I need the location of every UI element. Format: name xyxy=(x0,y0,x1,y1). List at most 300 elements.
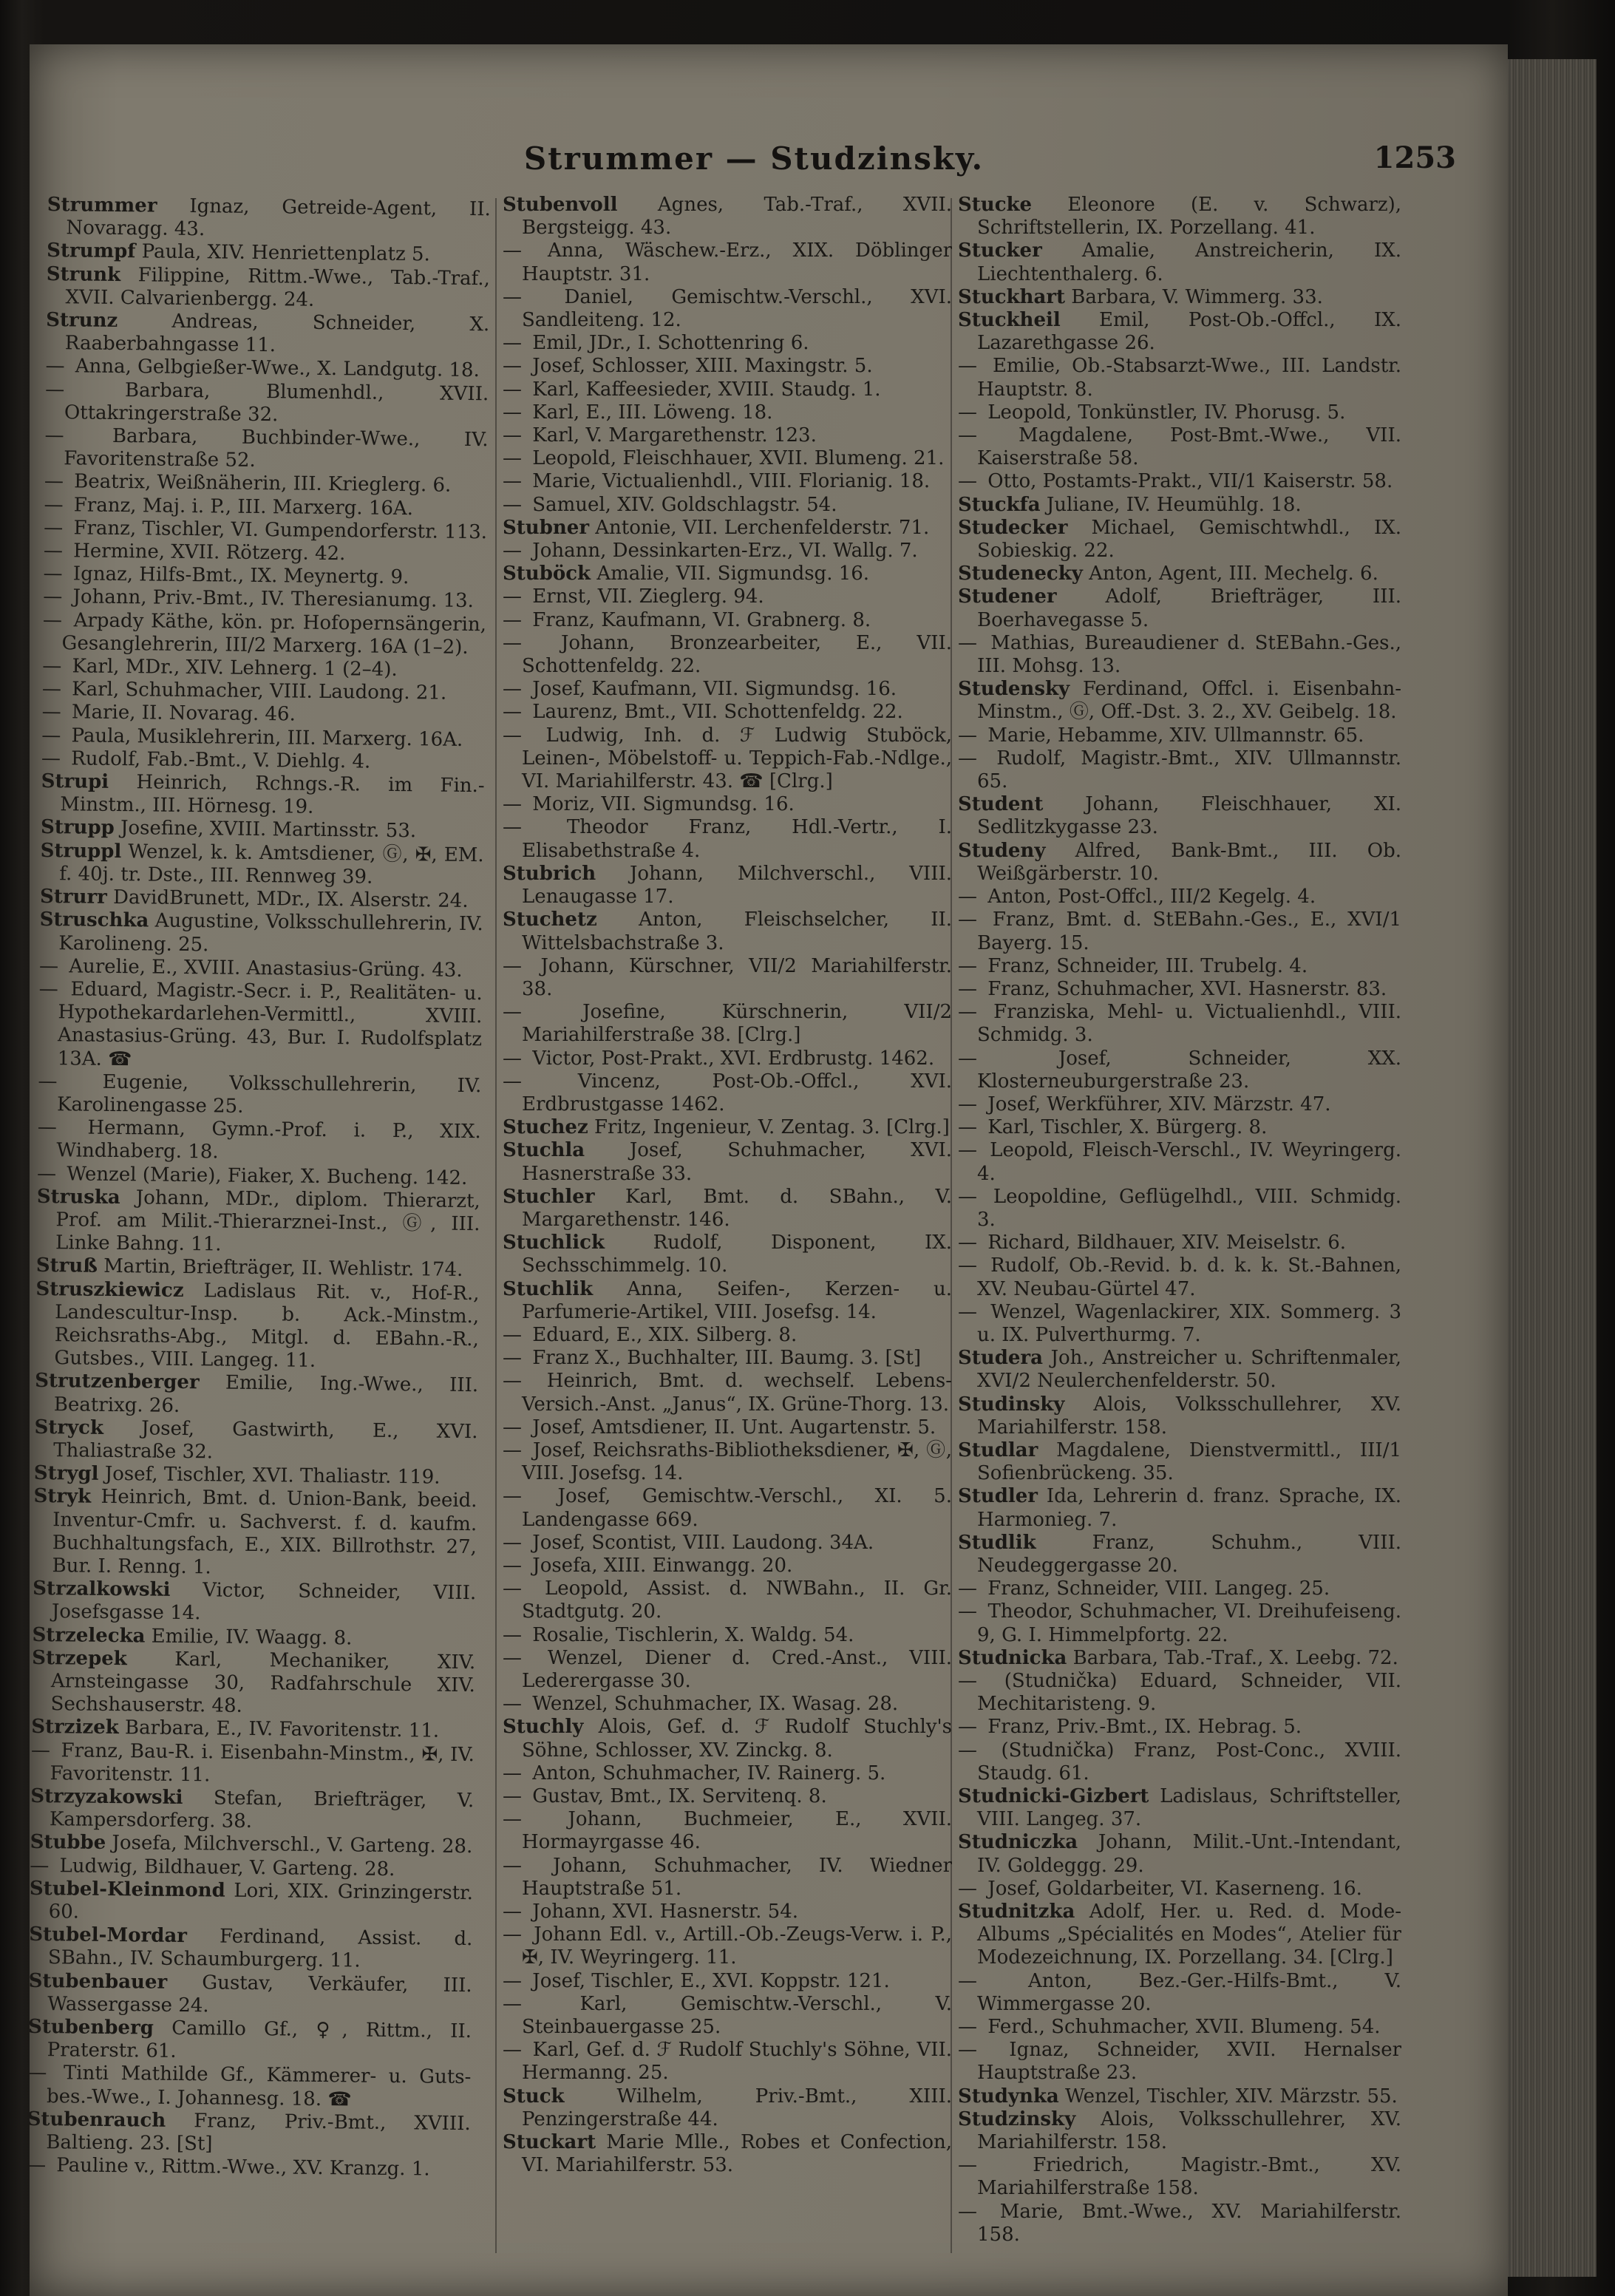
entry-text: Emilie, IV. Waagg. 8. xyxy=(151,1625,353,1650)
entry-dash: — xyxy=(36,1162,57,1185)
entry-dash: — xyxy=(26,2154,47,2177)
entry-text: Josef, Schneider, XX. Klosterneuburgerstraße 23. xyxy=(977,1047,1401,1093)
directory-entry xyxy=(503,863,952,908)
entry-text: Josef, Kaufmann, VII. Sigmundsg. 16. xyxy=(532,678,897,701)
page-edges xyxy=(1508,59,1597,2277)
entry-text: Franziska, Mehl- u. Victualienhdl., VIII. Schmidg. 3. xyxy=(977,1001,1401,1047)
entry-text: Anna, Wäschew.-Erz., XIX. Döblinger Hauptstr. 31. xyxy=(522,240,952,285)
entry-text: Beatrix, Weißnäherin, III. Krieglerg. 6. xyxy=(74,470,452,497)
entry-text: Antonie, VII. Lerchenfelderstr. 71. xyxy=(595,516,930,539)
entry-dash: — xyxy=(958,1139,977,1162)
entry-text: Heinrich, Rchngs.-R. im Fin.-Minstm., III. Hörnesg. 19. xyxy=(60,771,485,819)
entry-headword: Stuchly xyxy=(503,1716,584,1739)
entry-dash: — xyxy=(958,1093,977,1115)
directory-entry xyxy=(958,470,1401,493)
directory-entry xyxy=(503,585,952,608)
directory-entry xyxy=(958,1001,1401,1047)
entry-dash: — xyxy=(503,608,522,631)
entry-headword: Stubenbauer xyxy=(28,1969,168,1994)
entry-text: Gustav, Verkäufer, III. Wassergasse 24. xyxy=(47,1971,472,2017)
entry-dash: — xyxy=(30,1739,51,1762)
entry-dash: — xyxy=(503,1439,522,1461)
directory-entry xyxy=(29,1923,473,1974)
entry-dash: — xyxy=(958,954,977,977)
entry-text: Rudolf, Disponent, IX. Sechsschimmelg. 10. xyxy=(522,1232,952,1277)
entry-headword: Stuchla xyxy=(503,1139,585,1162)
entry-text: Adolf, Her. u. Red. d. Mode-Albums „Spécialités en Modes“, Atelier für Modezeichnung, IX. Porzellang. 34. [Clrg.] xyxy=(977,1901,1401,1969)
entry-text: Johann, Milchverschl., VIII. Lenaugasse 17. xyxy=(522,862,952,908)
directory-entry xyxy=(30,1739,475,1790)
entry-text: Josef, Tischler, E., XVI. Koppstr. 121. xyxy=(532,1969,890,1992)
entry-dash: — xyxy=(41,747,61,770)
entry-text: Karl, V. Margarethenstr. 123. xyxy=(532,424,817,447)
entry-dash: — xyxy=(42,655,62,678)
entry-text: Karl, Bmt. d. SBahn., V. Margarethenstr. 146. xyxy=(522,1185,952,1231)
entry-dash: — xyxy=(958,1185,977,1208)
entry-text: Rosalie, Tischlerin, X. Waldg. 54. xyxy=(532,1623,854,1646)
directory-entry xyxy=(503,1370,952,1416)
directory-entry xyxy=(27,2062,472,2113)
directory-entry xyxy=(503,2039,952,2085)
entry-text: Paula, Musiklehrerin, III. Marxerg. 16A. xyxy=(71,724,463,751)
entry-dash: — xyxy=(503,1416,522,1439)
entry-text: Arpady Käthe, kön. pr. Hofopernsängerin, Gesanglehrerin, III/2 Marxerg. 16A (1–2). xyxy=(61,609,487,659)
entry-text: Alois, Volksschullehrer, XV. Mariahilferstr. 158. xyxy=(977,1393,1401,1439)
directory-entry xyxy=(503,540,952,563)
entry-text: Marie Mlle., Robes et Confection, VI. Mariahilferstr. 53. xyxy=(522,2131,952,2177)
directory-entry xyxy=(958,1439,1401,1485)
entry-headword: Studniczka xyxy=(958,1831,1078,1854)
entry-dash: — xyxy=(958,1047,977,1070)
entry-text: Laurenz, Bmt., VII. Schottenfeldg. 22. xyxy=(532,701,903,724)
entry-headword: Strurr xyxy=(39,886,107,908)
entry-dash: — xyxy=(503,1577,522,1600)
directory-entry xyxy=(503,609,952,632)
directory-entry xyxy=(503,1347,952,1370)
entry-dash: — xyxy=(503,1554,522,1577)
directory-entry xyxy=(503,1716,952,1762)
directory-entry xyxy=(958,1739,1401,1785)
directory-entry xyxy=(503,1577,952,1623)
column-rule xyxy=(495,198,497,2253)
directory-entry xyxy=(503,955,952,1001)
entry-text: Ferdinand, Assist. d. SBahn., IV. Schaumburgerg. 11. xyxy=(47,1925,473,1973)
directory-entry xyxy=(958,401,1401,424)
entry-text: Fritz, Ingenieur, V. Zentag. 3. [Clrg.] xyxy=(594,1116,950,1139)
directory-entry xyxy=(958,1878,1401,1901)
directory-entry xyxy=(503,424,952,447)
entry-text: Adolf, Briefträger, III. Boerhavegasse 5. xyxy=(977,585,1401,631)
entry-headword: Strunz xyxy=(46,309,118,333)
directory-entry xyxy=(958,886,1401,908)
directory-entry xyxy=(503,1439,952,1485)
directory-entry xyxy=(503,1047,952,1070)
entry-text: Johann, MDr., diplom. Thierarzt, Prof. am Milit.-Thierarznei-Inst., Ⓖ, III. Linke Bahng. 11. xyxy=(55,1186,480,1256)
directory-entry xyxy=(958,1577,1401,1600)
directory-entry xyxy=(36,1186,480,1260)
entry-text: Tinti Mathilde Gf., Kämmerer- u. Guts-bes.-Wwe., I. Johannesg. 18. ☎ xyxy=(46,2062,472,2111)
directory-entry xyxy=(27,2154,470,2181)
entry-text: Rudolf, Magistr.-Bmt., XIV. Ullmannstr. 65. xyxy=(977,747,1401,793)
entry-text: Anton, Fleischselcher, II. Wittelsbachstraße 3. xyxy=(522,908,952,954)
entry-headword: Struppl xyxy=(40,839,122,863)
entry-text: Josefa, Milchverschl., V. Garteng. 28. xyxy=(112,1832,473,1858)
directory-entry xyxy=(503,908,952,954)
entry-text: Josef, Schlosser, XIII. Maxingstr. 5. xyxy=(532,355,873,378)
entry-text: Josef, Schuhmacher, XVI. Hasnerstraße 33. xyxy=(522,1139,952,1185)
entry-text: Leopoldine, Geflügelhdl., VIII. Schmidg. 3. xyxy=(977,1185,1401,1231)
entry-dash: — xyxy=(958,424,977,447)
entry-headword: Strzalkowski xyxy=(33,1577,171,1602)
directory-entry xyxy=(503,1532,952,1555)
entry-headword: Strzizek xyxy=(31,1716,119,1739)
entry-headword: Stubenberg xyxy=(27,2015,154,2039)
entry-dash: — xyxy=(44,516,64,540)
entry-dash: — xyxy=(503,493,522,516)
entry-text: Leopold, Fleischhauer, XVII. Blumeng. 21. xyxy=(532,447,945,470)
entry-dash: — xyxy=(43,563,63,585)
entry-dash: — xyxy=(503,678,522,701)
directory-entry xyxy=(958,1670,1401,1716)
directory-entry xyxy=(503,793,952,816)
entry-text: Emilie, Ob.-Stabsarzt-Wwe., III. Landstr. Hauptstr. 8. xyxy=(977,355,1401,401)
entry-text: Magdalene, Dienstvermittl., III/1 Sofienbrückeng. 35. xyxy=(977,1439,1401,1485)
entry-text: Theodor, Schuhmacher, VI. Dreihufeiseng. 9, G. I. Himmelpfortg. 22. xyxy=(977,1600,1401,1646)
entry-dash: — xyxy=(503,1323,522,1346)
directory-entry xyxy=(503,1416,952,1439)
entry-text: Josef, Scontist, VIII. Laudong. 34A. xyxy=(532,1531,874,1554)
directory-entry xyxy=(958,1970,1401,2016)
entry-text: Paula, XIV. Henriettenplatz 5. xyxy=(141,240,430,266)
directory-entry xyxy=(958,1831,1401,1877)
entry-text: Eugenie, Volksschullehrerin, IV. Karolinengasse 25. xyxy=(56,1070,482,1118)
directory-entry xyxy=(503,1324,952,1347)
entry-headword: Stuckart xyxy=(503,2131,596,2154)
directory-entry xyxy=(958,2108,1401,2154)
entry-dash: — xyxy=(958,747,977,770)
entry-text: Franz, Bmt. d. StEBahn.-Ges., E., XVI/1 Bayerg. 15. xyxy=(977,908,1401,954)
entry-dash: — xyxy=(958,1577,977,1600)
entry-text: Franz, Schneider, VIII. Langeg. 25. xyxy=(987,1577,1330,1600)
directory-entry xyxy=(503,1555,952,1577)
entry-text: Barbara, V. Wimmerg. 33. xyxy=(1071,285,1323,308)
directory-entry xyxy=(31,1647,475,1721)
entry-text: Lori, XIX. Grinzingerstr. 60. xyxy=(48,1879,474,1923)
entry-dash: — xyxy=(41,701,61,724)
entry-text: Magdalene, Post-Bmt.-Wwe., VII. Kaiserstraße 58. xyxy=(977,424,1401,470)
entry-text: Franz, Priv.-Bmt., XVIII. Baltieng. 23. [St] xyxy=(46,2110,471,2156)
entry-headword: Stubenvoll xyxy=(503,194,618,216)
entry-dash: — xyxy=(958,1300,977,1323)
entry-headword: Studensky xyxy=(958,678,1070,701)
directory-entry xyxy=(503,1808,952,1854)
entry-headword: Strutzenberger xyxy=(35,1370,200,1394)
directory-entry xyxy=(503,1970,952,1993)
entry-text: Josef, Werkführer, XIV. Märzstr. 47. xyxy=(987,1093,1331,1115)
entry-headword: Stuchetz xyxy=(503,908,597,931)
entry-headword: Stubner xyxy=(503,516,590,539)
directory-entry xyxy=(503,1001,952,1047)
entry-text: Marie, Hebamme, XIV. Ullmannstr. 65. xyxy=(987,724,1364,747)
entry-headword: Stuckhart xyxy=(958,285,1065,308)
directory-entry xyxy=(958,1532,1401,1577)
directory-entry xyxy=(503,1186,952,1232)
entry-dash: — xyxy=(38,954,59,977)
entry-text: Johann, XVI. Hasnerstr. 54. xyxy=(532,1901,799,1923)
entry-text: Filippine, Rittm.-Wwe., Tab.-Traf., XVII. Calvarienbergg. 24. xyxy=(65,263,490,311)
entry-text: Michael, Gemischtwhdl., IX. Sobieskig. 22. xyxy=(977,516,1401,563)
entry-text: Anna, Gelbgießer-Wwe., X. Landgutg. 18. xyxy=(75,355,480,382)
directory-entry xyxy=(503,332,952,355)
directory-entry xyxy=(958,1301,1401,1347)
directory-entry xyxy=(958,1186,1401,1232)
directory-entry xyxy=(958,1116,1401,1139)
directory-entry xyxy=(503,517,952,540)
entry-text: Alois, Volksschullehrer, XV. Mariahilferstr. 158. xyxy=(977,2108,1401,2154)
entry-text: Karl, Gef. d. ℱ Rudolf Stuchly's Söhne, VII. Hermanng. 25. xyxy=(522,2039,952,2085)
entry-headword: Stuböck xyxy=(503,563,591,585)
running-head: Strummer — Studzinsky. xyxy=(523,140,985,177)
directory-entry xyxy=(503,1647,952,1693)
entry-text: Franz, Priv.-Bmt., IX. Hebrag. 5. xyxy=(987,1716,1302,1739)
entry-dash: — xyxy=(45,355,65,378)
entry-text: (Studnička) Franz, Post-Conc., XVIII. Staudg. 61. xyxy=(977,1739,1401,1784)
entry-dash: — xyxy=(503,631,522,654)
entry-text: Camillo Gf., ♀, Rittm., II. Praterstr. 61. xyxy=(47,2017,472,2063)
entry-dash: — xyxy=(958,1716,977,1739)
entry-dash: — xyxy=(503,378,522,401)
entry-text: Richard, Bildhauer, XIV. Meiselstr. 6. xyxy=(987,1232,1347,1254)
entry-dash: — xyxy=(503,401,522,424)
entry-dash: — xyxy=(37,1116,57,1139)
entry-text: Barbara, Blumenhdl., XVII. Ottakringerstraße 32. xyxy=(64,378,489,427)
directory-entry xyxy=(503,494,952,517)
directory-entry xyxy=(503,632,952,678)
entry-text: Vincenz, Post-Ob.-Offcl., XVI. Erdbrustgasse 1462. xyxy=(522,1070,952,1115)
directory-entry xyxy=(38,978,483,1075)
entry-headword: Studeny xyxy=(958,839,1046,862)
directory-entry xyxy=(958,747,1401,793)
directory-entry xyxy=(39,908,483,960)
directory-entry xyxy=(958,424,1401,470)
entry-text: Wenzel, Schuhmacher, IX. Wasag. 28. xyxy=(532,1693,899,1716)
entry-text: Heinrich, Bmt. d. Union-Bank, beeid. Inventur-Cmfr. u. Sachverst. f. d. kaufm. Buchhaltungsfach, E., XIX. Billrothstr. 27, Bur. I. Renng. 1. xyxy=(52,1486,477,1579)
entry-text: Samuel, XIV. Goldschlagstr. 54. xyxy=(532,493,837,516)
directory-entry xyxy=(503,1278,952,1324)
entry-dash: — xyxy=(42,608,63,631)
entry-text: Johann, Buchmeier, E., XVII. Hormayrgasse 46. xyxy=(522,1808,952,1854)
entry-headword: Strzyzakowski xyxy=(30,1784,183,1810)
entry-text: Ludwig, Inh. d. ℱ Ludwig Stuböck, Leinen-, Möbelstoff- u. Teppich-Fab.-Ndlge., VI. Mariahilferstr. 43. ☎ [Clrg.] xyxy=(522,724,952,793)
entry-headword: Studnitzka xyxy=(958,1901,1075,1923)
entry-text: Wenzel, Wagenlackirer, XIX. Sommerg. 3 u. IX. Pulverthurmg. 7. xyxy=(977,1300,1401,1346)
entry-text: Johann, Dessinkarten-Erz., VI. Wallg. 7. xyxy=(532,540,918,563)
entry-text: Johann, Fleischhauer, XI. Sedlitzkygasse 23. xyxy=(977,793,1401,839)
directory-entry xyxy=(958,194,1401,240)
directory-entry xyxy=(503,724,952,794)
entry-text: Josef, Amtsdiener, II. Unt. Augartenstr. 5. xyxy=(532,1416,936,1439)
entry-text: Johann, Kürschner, VII/2 Mariahilferstr. 38. xyxy=(522,954,952,1000)
entry-headword: Strunk xyxy=(46,262,121,286)
entry-dash: — xyxy=(503,355,522,378)
directory-column-3 xyxy=(958,194,1401,2263)
entry-text: Karl, Tischler, X. Bürgerg. 8. xyxy=(987,1116,1268,1139)
directory-entry xyxy=(503,447,952,470)
entry-dash: — xyxy=(958,1969,977,1992)
entry-dash: — xyxy=(41,724,61,747)
directory-entry xyxy=(28,1970,472,2021)
entry-text: Ida, Lehrerin d. franz. Sprache, IX. Harmonieg. 7. xyxy=(977,1485,1401,1531)
entry-dash: — xyxy=(503,1623,522,1646)
directory-entry xyxy=(37,1116,481,1167)
entry-headword: Struschka xyxy=(39,908,149,932)
entry-dash: — xyxy=(958,724,977,747)
entry-text: Eduard, Magistr.-Secr. i. P., Realitäten- u. Hypothekardarlehen-Vermittl., XVIII. Anastasius-Grüng. 43, Bur. I. Rudolfsplatz 13A. ☎ xyxy=(57,978,483,1070)
directory-entry xyxy=(29,1878,473,1929)
entry-text: Josef, Reichsraths-Bibliotheksdiener, ✠, Ⓖ, VIII. Josefsg. 14. xyxy=(522,1439,952,1485)
entry-dash: — xyxy=(503,1808,522,1831)
directory-entry xyxy=(42,609,486,660)
entry-text: Moriz, VII. Sigmundsg. 16. xyxy=(532,793,795,816)
directory-entry xyxy=(958,1139,1401,1185)
entry-headword: Stryk xyxy=(33,1485,92,1509)
entry-dash: — xyxy=(958,2200,977,2223)
directory-entry xyxy=(958,908,1401,954)
entry-text: Daniel, Gemischtw.-Verschl., XVI. Sandleiteng. 12. xyxy=(522,285,952,332)
directory-entry xyxy=(503,1232,952,1277)
entry-text: Anton, Agent, III. Mechelg. 6. xyxy=(1089,563,1378,585)
entry-text: Otto, Postamts-Prakt., VII/1 Kaiserstr. 58. xyxy=(987,470,1393,493)
entry-text: Josef, Tischler, XVI. Thaliastr. 119. xyxy=(104,1463,441,1489)
entry-dash: — xyxy=(27,2062,47,2085)
entry-text: Ferd., Schuhmacher, XVII. Blumeng. 54. xyxy=(987,2016,1381,2039)
entry-text: Eleonore (E. v. Schwarz), Schriftstellerin, IX. Porzellang. 41. xyxy=(977,194,1401,240)
directory-entry xyxy=(958,2201,1401,2246)
entry-text: Amalie, Anstreicherin, IX. Liechtenthalerg. 6. xyxy=(977,240,1401,285)
directory-entry xyxy=(958,955,1401,978)
entry-text: Franz, Schneider, III. Trubelg. 4. xyxy=(987,954,1308,977)
directory-entry xyxy=(958,2085,1401,2108)
entry-dash: — xyxy=(958,1600,977,1623)
entry-headword: Studzinsky xyxy=(958,2108,1076,2130)
entry-text: Ignaz, Schneider, XVII. Hernalser Hauptstraße 23. xyxy=(977,2039,1401,2085)
directory-entry xyxy=(503,1693,952,1716)
entry-headword: Studener xyxy=(958,585,1057,608)
entry-text: Johann, Bronzearbeiter, E., VII. Schottenfeldg. 22. xyxy=(522,631,952,678)
entry-dash: — xyxy=(503,470,522,493)
entry-text: Ernst, VII. Zieglerg. 94. xyxy=(532,585,764,608)
entry-dash: — xyxy=(503,285,522,308)
entry-text: Franz, Kaufmann, VI. Grabnerg. 8. xyxy=(532,608,871,631)
entry-text: Alfred, Bank-Bmt., III. Ob. Weißgärberstr. 10. xyxy=(977,839,1401,885)
entry-dash: — xyxy=(30,1854,50,1877)
directory-entry xyxy=(958,793,1401,839)
entry-dash: — xyxy=(503,540,522,563)
entry-text: Josef, Gastwirth, E., XVI. Thaliastraße 32. xyxy=(53,1417,478,1464)
entry-headword: Strupp xyxy=(40,816,115,840)
entry-text: Anton, Bez.-Ger.-Hilfs-Bmt., V. Wimmergasse 20. xyxy=(977,1969,1401,2015)
entry-dash: — xyxy=(503,585,522,608)
entry-text: Rudolf, Fab.-Bmt., V. Diehlg. 4. xyxy=(71,747,371,773)
directory-entry xyxy=(27,2108,471,2159)
directory-entry xyxy=(503,1923,952,1969)
entry-text: Rudolf, Ob.-Revid. b. d. k. k. St.-Bahnen, XV. Neubau-Gürtel 47. xyxy=(977,1254,1401,1300)
entry-dash: — xyxy=(503,2039,522,2062)
directory-entry xyxy=(958,724,1401,747)
entry-dash: — xyxy=(958,2039,977,2062)
directory-entry xyxy=(45,378,489,429)
directory-entry xyxy=(503,701,952,724)
entry-dash: — xyxy=(503,1646,522,1669)
entry-text: Marie, II. Novarag. 46. xyxy=(71,701,296,727)
directory-entry xyxy=(503,1116,952,1139)
entry-text: Franz, Schuhm., VIII. Neudeggergasse 20. xyxy=(977,1531,1401,1577)
directory-entry xyxy=(35,1370,479,1421)
entry-headword: Studnicka xyxy=(958,1646,1067,1669)
entry-text: Josef, Goldarbeiter, VI. Kaserneng. 16. xyxy=(987,1877,1362,1900)
entry-text: Friedrich, Magistr.-Bmt., XV. Mariahilferstraße 158. xyxy=(977,2154,1401,2200)
entry-text: Barbara, E., IV. Favoritenstr. 11. xyxy=(124,1716,440,1743)
directory-entry xyxy=(958,240,1401,285)
directory-entry xyxy=(958,2154,1401,2200)
entry-dash: — xyxy=(503,1347,522,1370)
entry-text: Ignaz, Hilfs-Bmt., IX. Meynertg. 9. xyxy=(72,563,409,589)
entry-dash: — xyxy=(958,1232,977,1254)
directory-entry xyxy=(958,309,1401,355)
entry-dash: — xyxy=(38,1070,58,1093)
directory-entry xyxy=(503,1762,952,1785)
entry-text: Anton, Post-Offcl., III/2 Kegelg. 4. xyxy=(987,886,1316,908)
entry-headword: Strupi xyxy=(41,770,109,793)
entry-text: Franz, Maj. i. P., III. Marxerg. 16A. xyxy=(73,494,414,520)
entry-headword: Stuckfa xyxy=(958,493,1041,516)
entry-headword: Stubel-Kleinmond xyxy=(29,1877,225,1902)
directory-entry xyxy=(33,1485,477,1582)
entry-text: Josefine, XVIII. Martinsstr. 53. xyxy=(120,817,417,843)
entry-dash: — xyxy=(503,1969,522,1992)
directory-entry xyxy=(34,1416,478,1467)
directory-entry xyxy=(503,378,952,401)
entry-text: Victor, Schneider, VIII. Josefsgasse 14. xyxy=(51,1579,477,1625)
entry-text: Johann Edl. v., Artill.-Ob.-Zeugs-Verw. i. P., ✠, IV. Weyringerg. 11. xyxy=(522,1923,952,1969)
page-header xyxy=(30,133,1478,200)
directory-entry xyxy=(958,1047,1401,1093)
entry-text: Joh., Anstreicher u. Schriftenmaler, XVI/2 Neulerchenfelderstr. 50. xyxy=(977,1347,1401,1393)
entry-text: Gustav, Bmt., IX. Servitenq. 8. xyxy=(532,1785,827,1808)
directory-entry xyxy=(503,1993,952,2039)
entry-headword: Strummer xyxy=(47,194,157,217)
entry-dash: — xyxy=(503,724,522,747)
entry-text: Pauline v., Rittm.-Wwe., XV. Kranzg. 1. xyxy=(56,2154,430,2181)
entry-dash: — xyxy=(503,447,522,470)
entry-headword: Studynka xyxy=(958,2085,1059,2108)
entry-headword: Strumpf xyxy=(47,240,136,263)
entry-text: Theodor Franz, Hdl.-Vertr., I. Elisabethstraße 4. xyxy=(522,816,952,862)
entry-dash: — xyxy=(958,2016,977,2039)
entry-text: Emil, Post-Ob.-Offcl., IX. Lazarethgasse 26. xyxy=(977,309,1401,355)
directory-entry xyxy=(503,1901,952,1923)
entry-headword: Strzepek xyxy=(32,1646,127,1671)
directory-entry xyxy=(958,678,1401,724)
entry-text: DavidBrunett, MDr., IX. Alserstr. 24. xyxy=(112,886,469,913)
entry-text: Barbara, Tab.-Traf., X. Leebg. 72. xyxy=(1072,1646,1398,1669)
entry-dash: — xyxy=(503,424,522,447)
entry-text: Josefa, XIII. Einwangg. 20. xyxy=(532,1554,793,1577)
entry-text: Karl, E., III. Löweng. 18. xyxy=(532,401,773,424)
entry-text: Alois, Gef. d. ℱ Rudolf Stuchly's Söhne, Schlosser, XV. Zinckg. 8. xyxy=(522,1716,952,1762)
directory-entry xyxy=(958,1347,1401,1393)
directory-entry xyxy=(503,401,952,424)
